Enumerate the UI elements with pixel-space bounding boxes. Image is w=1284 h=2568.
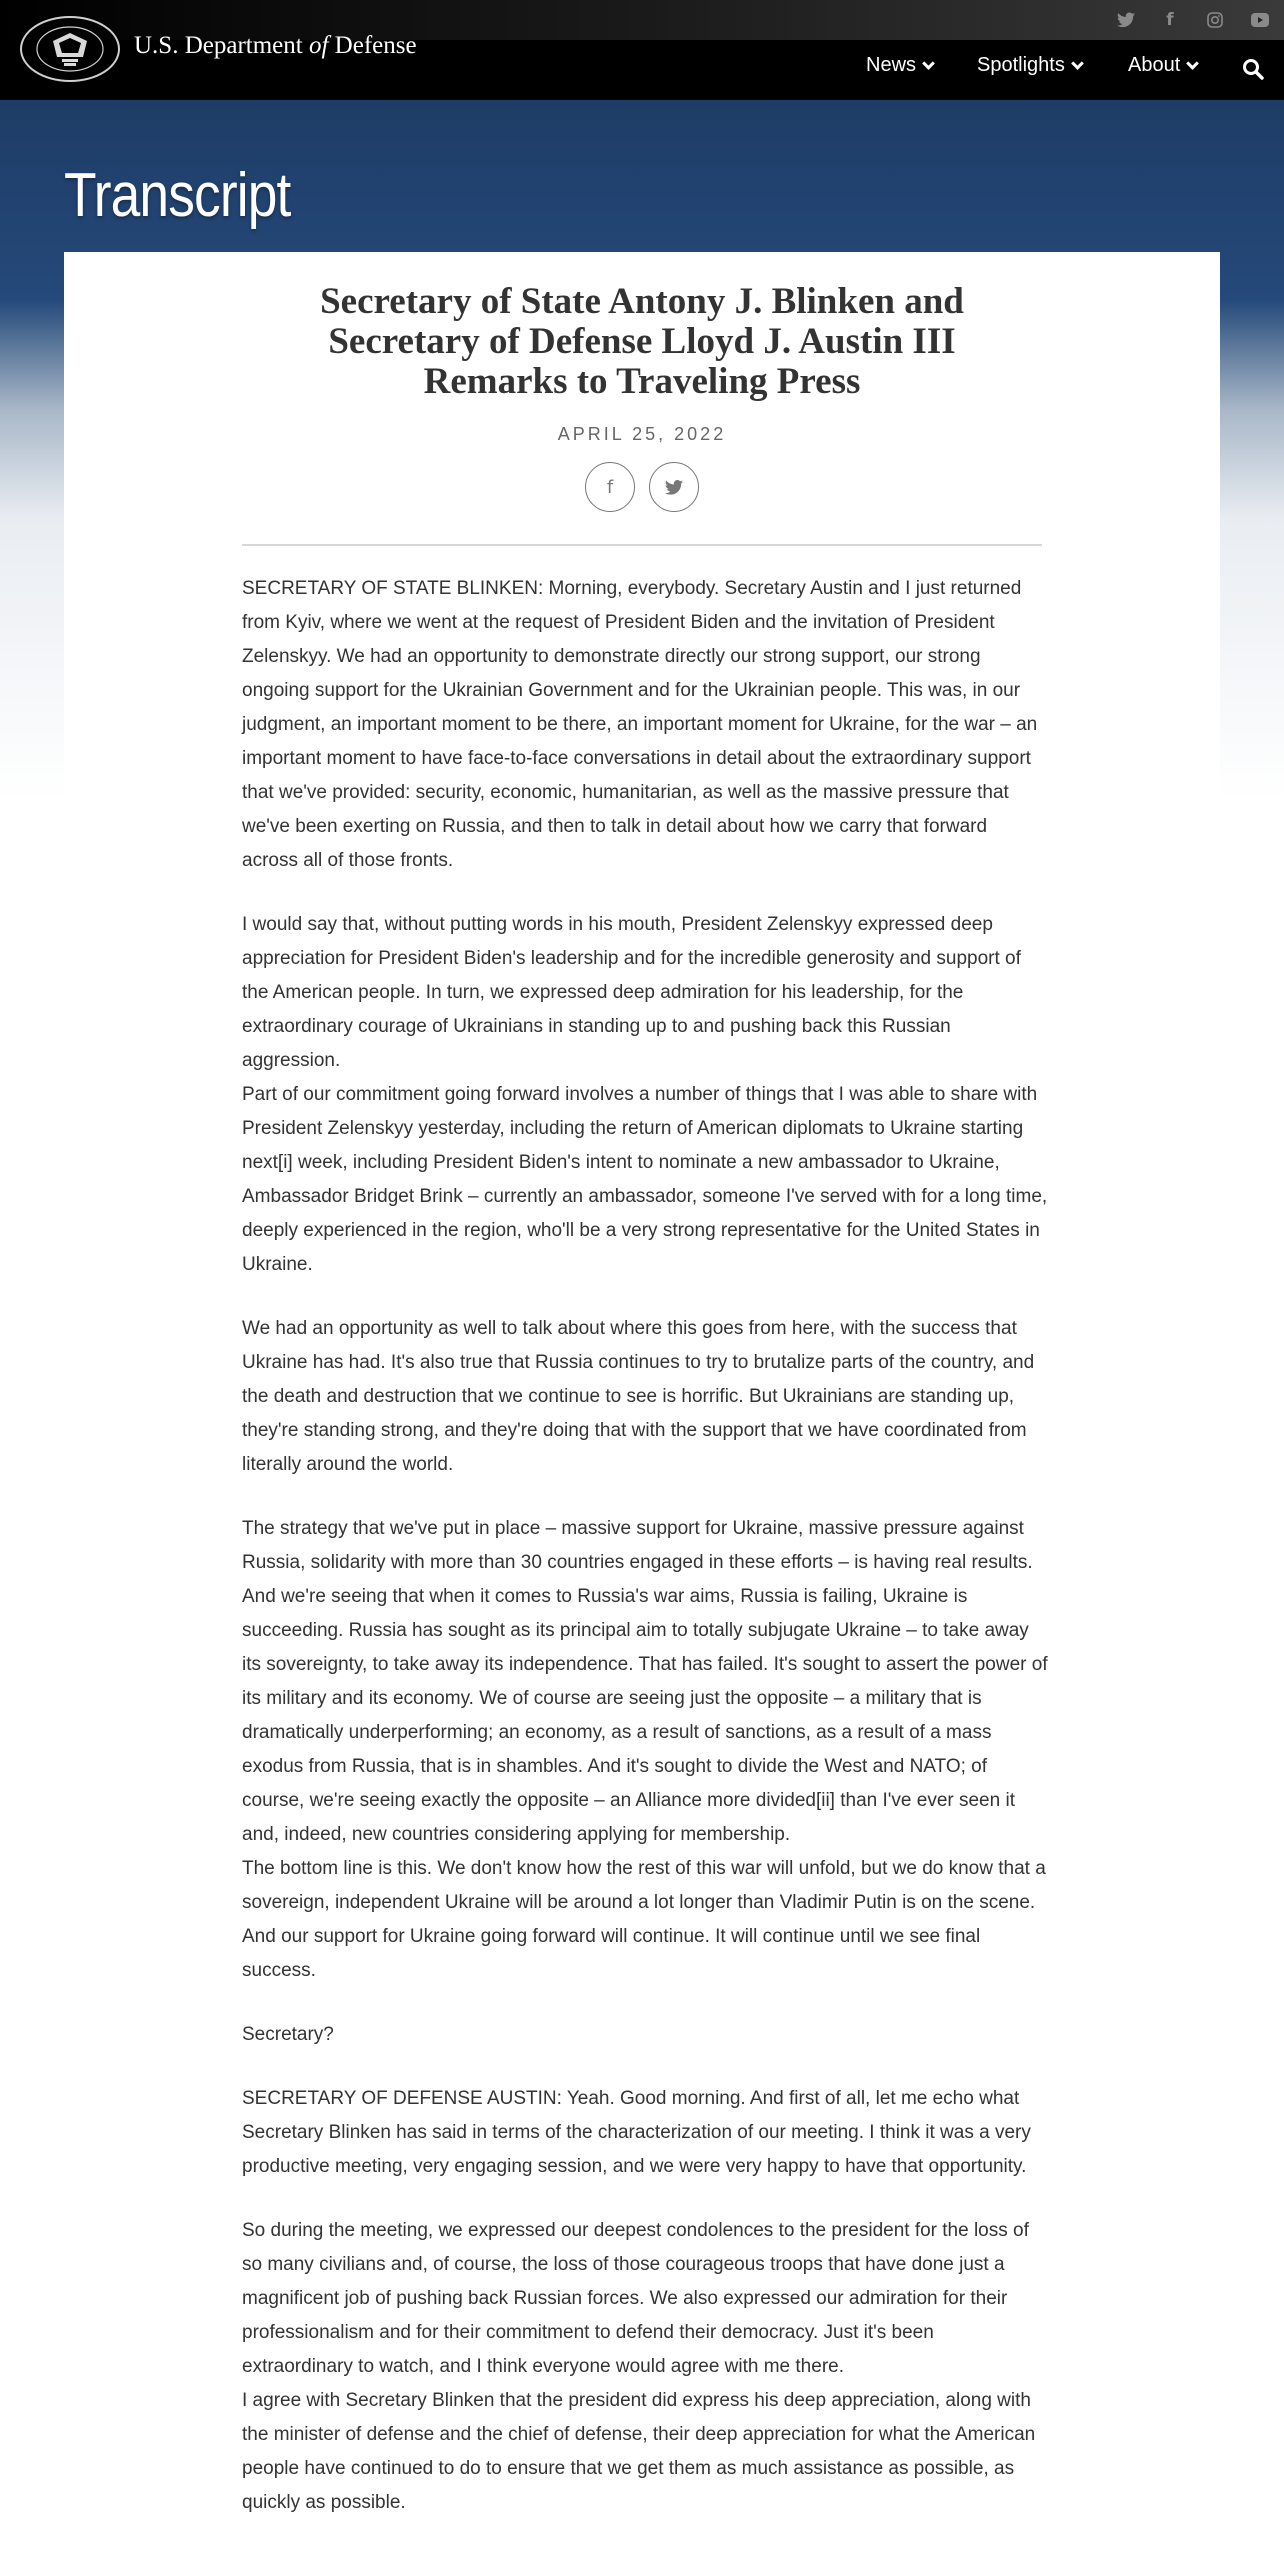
share-facebook-icon[interactable]: f — [585, 462, 635, 512]
facebook-icon[interactable]: f — [1166, 10, 1174, 30]
share-twitter-icon[interactable] — [649, 462, 699, 512]
title-divider — [242, 544, 1042, 546]
dod-seal-logo[interactable] — [20, 16, 120, 82]
transcript-paragraph: We had an opportunity as well to talk about where this goes from here, with the success that Ukraine has had. It's also true that Russia continues to try to brutalize parts of the country, and the death and destruction that we continue to see is horrific. But Ukrainians are standing up, they're standing strong, and they're doing that with the support that we have coordinated from literally around the world. — [242, 1318, 1035, 1475]
chevron-down-icon — [1071, 57, 1084, 70]
agency-name[interactable]: U.S. Department of Defense — [134, 32, 417, 59]
chevron-down-icon — [922, 57, 935, 70]
transcript-body — [242, 572, 1048, 2550]
nav-spotlights[interactable] — [977, 54, 1082, 77]
transcript-paragraph: I would say that, without putting words in his mouth, President Zelenskyy expressed deep appreciation for President Biden's leadership and for the incredible generosity and support of the American people. In turn, we expressed deep admiration for his leadership, for the extraordinary courage of Ukrainians in standing up to and pushing back this Russian aggression. — [242, 914, 1021, 1071]
transcript-paragraph: Part of our commitment going forward involves a number of things that I was able to share with President Zelenskyy yesterday, including the return of American diplomats to Ukraine starting next[i] week, including President Biden's intent to nominate a new ambassador to Ukraine, Ambassador Bridget Brink – currently an ambassador, someone I've served with for a long time, deeply experienced in the region, who'll be a very strong representative for the United States in Ukraine. — [242, 1084, 1048, 1275]
twitter-icon[interactable] — [1114, 8, 1138, 32]
nav-about-label: About — [1128, 54, 1181, 76]
transcript-paragraph: So during the meeting, we expressed our deepest condolences to the president for the loss of so many civilians and, of course, the loss of those courageous troops that have done just a magnificent job of pushing back Russian forces. We also expressed our admiration for their professionalism and for their commitment to defend their democracy. Just it's been extraordinary to watch, and I think everyone would agree with me there. — [242, 2220, 1029, 2377]
page-title: Transcript — [64, 161, 291, 230]
article-card — [64, 252, 1220, 2568]
article-title: Secretary of State Antony J. Blinken and Secretary of Defense Lloyd J. Austin III Remarks to Traveling Press — [320, 281, 964, 402]
transcript-paragraph: I agree with Secretary Blinken that the president did express his deep appreciation, along with the minister of defense and the chief of defense, their deep appreciation for what the American people have continued to do to ensure that we get them as much assistance as possible, as quickly as possible. — [242, 2390, 1036, 2513]
nav-news-label: News — [866, 54, 917, 76]
transcript-paragraph: Secretary? — [242, 2024, 334, 2045]
instagram-icon[interactable] — [1203, 8, 1227, 32]
article-date: APRIL 25, 2022 — [557, 424, 727, 444]
chevron-down-icon — [1186, 57, 1199, 70]
search-icon[interactable] — [1242, 58, 1264, 80]
transcript-paragraph: The strategy that we've put in place – massive support for Ukraine, massive pressure against Russia, solidarity with more than 30 countries engaged in these efforts – is having real results. And we're seeing that when it comes to Russia's war aims, Russia is failing, Ukraine is succeeding. Russia has sought as its principal aim to totally subjugate Ukraine – to take away its sovereignty, to take away its independence. That has failed. It's sought to assert the power of its military and its economy. We of course are seeing just the opposite – a military that is dramatically underperforming; an economy, as a result of sanctions, as a result of a mass exodus from Russia, that is in shambles. And it's sought to divide the West and NATO; of course, we're seeing exactly the opposite – an Alliance more divided[ii] than I've ever seen it and, indeed, new countries considering applying for membership. — [242, 1518, 1048, 1845]
transcript-paragraph: SECRETARY OF DEFENSE AUSTIN: Yeah. Good morning. And first of all, let me echo what Secretary Blinken has said in terms of the characterization of our meeting. I think it was a very productive meeting, very engaging session, and we were very happy to have that opportunity. — [242, 2088, 1031, 2177]
nav-spotlights-label: Spotlights — [977, 54, 1065, 76]
transcript-paragraph: SECRETARY OF STATE BLINKEN: Morning, everybody. Secretary Austin and I just returned from Kyiv, where we went at the request of President Biden and the invitation of President Zelenskyy. We had an opportunity to demonstrate directly our strong support, our strong ongoing support for the Ukrainian Government and for the Ukrainian people. This was, in our judgment, an important moment to be there, an important moment for Ukraine, for the war – an important moment to have face-to-face conversations in detail about the extraordinary support that we've provided: security, economic, humanitarian, as well as the massive pressure that we've been exerting on Russia, and then to talk in detail about how we carry that forward across all of those fronts. — [242, 578, 1038, 871]
site-header — [0, 0, 1284, 100]
transcript-paragraph: The bottom line is this. We don't know how the rest of this war will unfold, but we do know that a sovereign, independent Ukraine will be around a lot longer than Vladimir Putin is on the scene. And our support for Ukraine going forward will continue. It will continue until we see final success. — [242, 1858, 1046, 1981]
nav-news[interactable] — [866, 54, 933, 77]
nav-about[interactable] — [1128, 54, 1197, 77]
youtube-icon[interactable] — [1248, 8, 1272, 32]
